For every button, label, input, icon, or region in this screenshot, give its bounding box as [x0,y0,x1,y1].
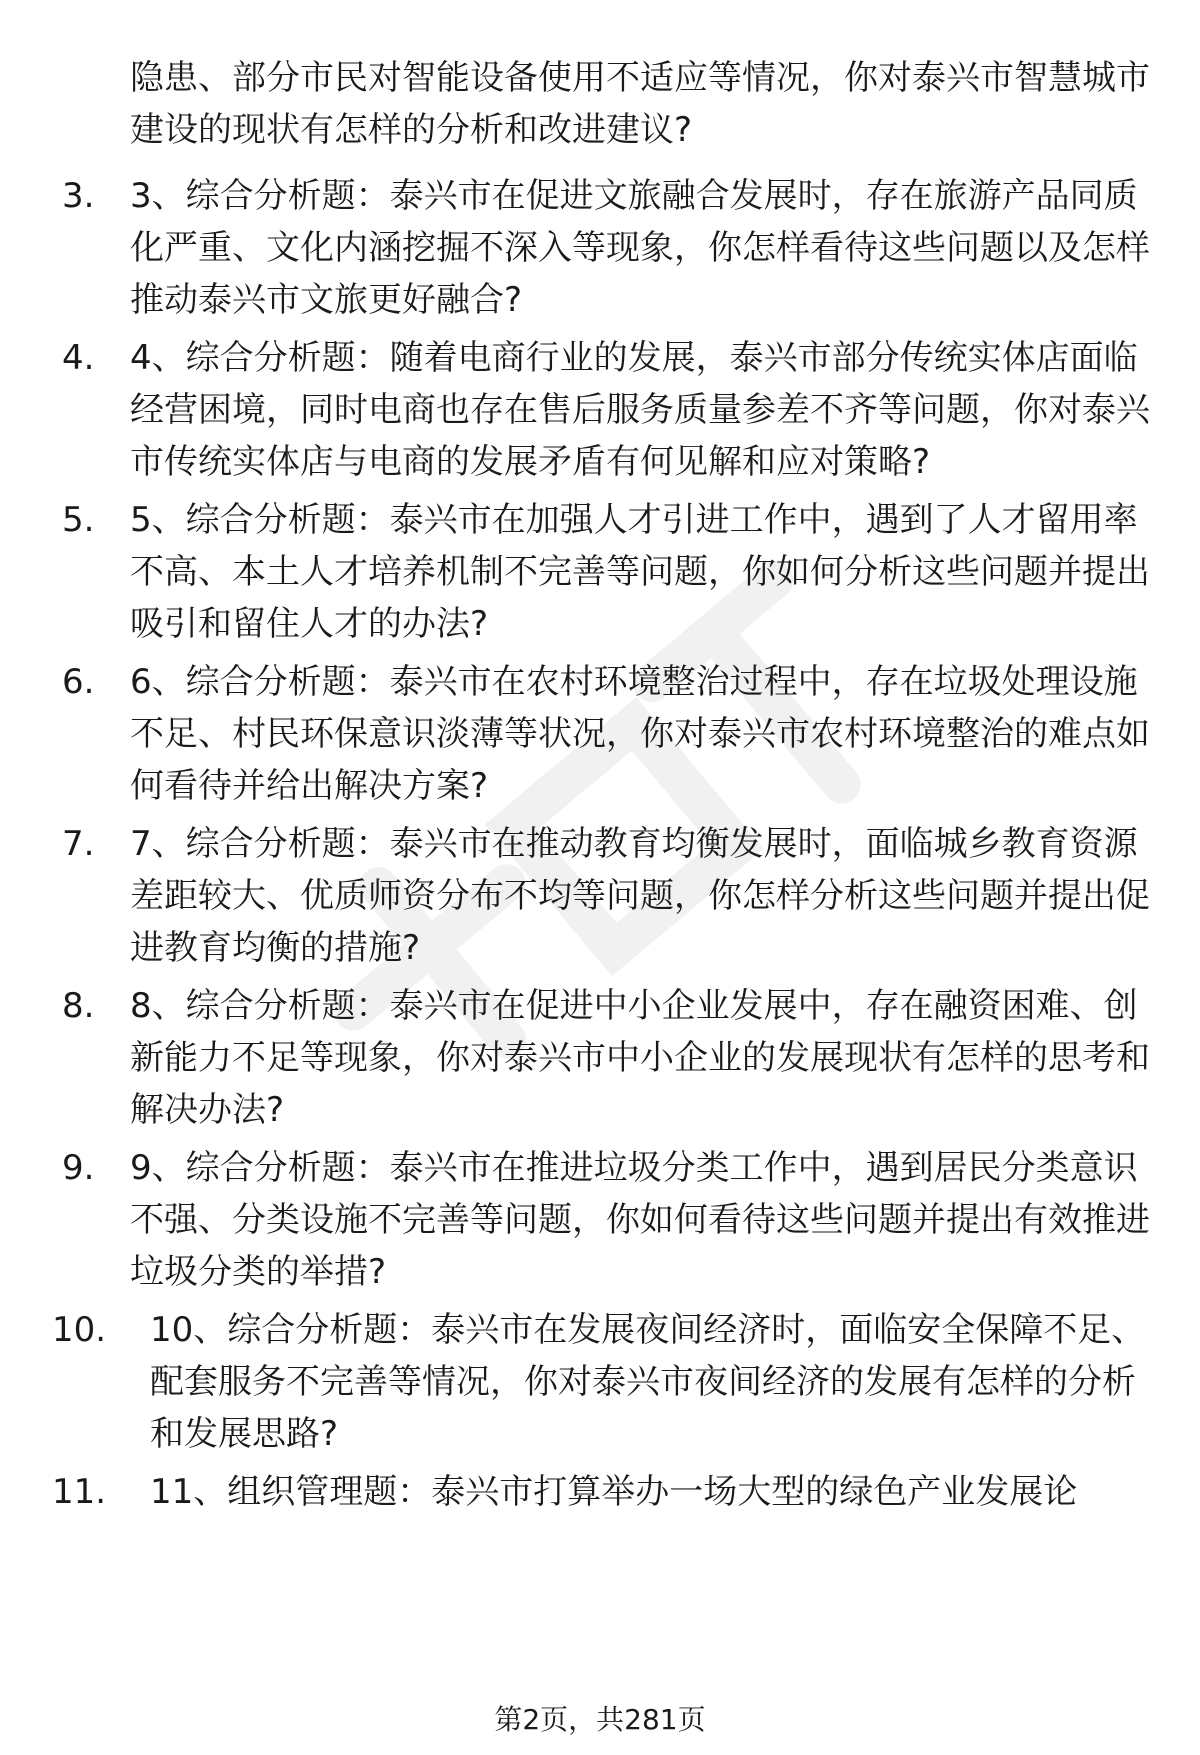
item-text: 8、综合分析题：泰兴市在促进中小企业发展中，存在融资困难、创新能力不足等现象，你对泰兴市中小企业的发展现状有怎样的思考和解决办法? [130,986,1150,1130]
item-text: 4、综合分析题：随着电商行业的发展，泰兴市部分传统实体店面临经营困境，同时电商也存在售后服务质量参差不齐等问题，你对泰兴市传统实体店与电商的发展矛盾有何见解和应对策略? [130,338,1150,482]
item-text: 6、综合分析题：泰兴市在农村环境整治过程中，存在垃圾处理设施不足、村民环保意识淡薄等状况，你对泰兴市农村环境整治的难点如何看待并给出解决方案? [130,662,1150,806]
item-number: 9. [62,1148,95,1188]
item-number: 10. [52,1310,107,1350]
item-text: 5、综合分析题：泰兴市在加强人才引进工作中，遇到了人才留用率不高、本土人才培养机制不完善等问题，你如何分析这些问题并提出吸引和留住人才的办法? [130,500,1150,644]
item-number: 6. [62,662,95,702]
item-text: 10、综合分析题：泰兴市在发展夜间经济时，面临安全保障不足、配套服务不完善等情况，你对泰兴市夜间经济的发展有怎样的分析和发展思路? [150,1310,1146,1454]
item-number: 3. [62,176,95,216]
item-number: 4. [62,338,95,378]
item-text: 11、组织管理题：泰兴市打算举办一场大型的绿色产业发展论 [150,1472,1078,1512]
item-text: 3、综合分析题：泰兴市在促进文旅融合发展时，存在旅游产品同质化严重、文化内涵挖掘不深入等现象，你怎样看待这些问题以及怎样推动泰兴市文旅更好融合? [130,176,1150,320]
item-number: 8. [62,986,95,1026]
continued-paragraph: 隐患、部分市民对智能设备使用不适应等情况，你对泰兴市智慧城市建设的现状有怎样的分析和改进建议? [130,58,1150,150]
item-number: 5. [62,500,95,540]
item-number: 7. [62,824,95,864]
item-text: 7、综合分析题：泰兴市在推动教育均衡发展时，面临城乡教育资源差距较大、优质师资分布不均等问题，你怎样分析这些问题并提出促进教育均衡的措施? [130,824,1150,968]
item-text: 9、综合分析题：泰兴市在推进垃圾分类工作中，遇到居民分类意识不强、分类设施不完善等问题，你如何看待这些问题并提出有效推进垃圾分类的举措? [130,1148,1150,1292]
item-number: 11. [52,1472,107,1512]
page-number-footer: 第2页，共281页 [494,1703,706,1736]
